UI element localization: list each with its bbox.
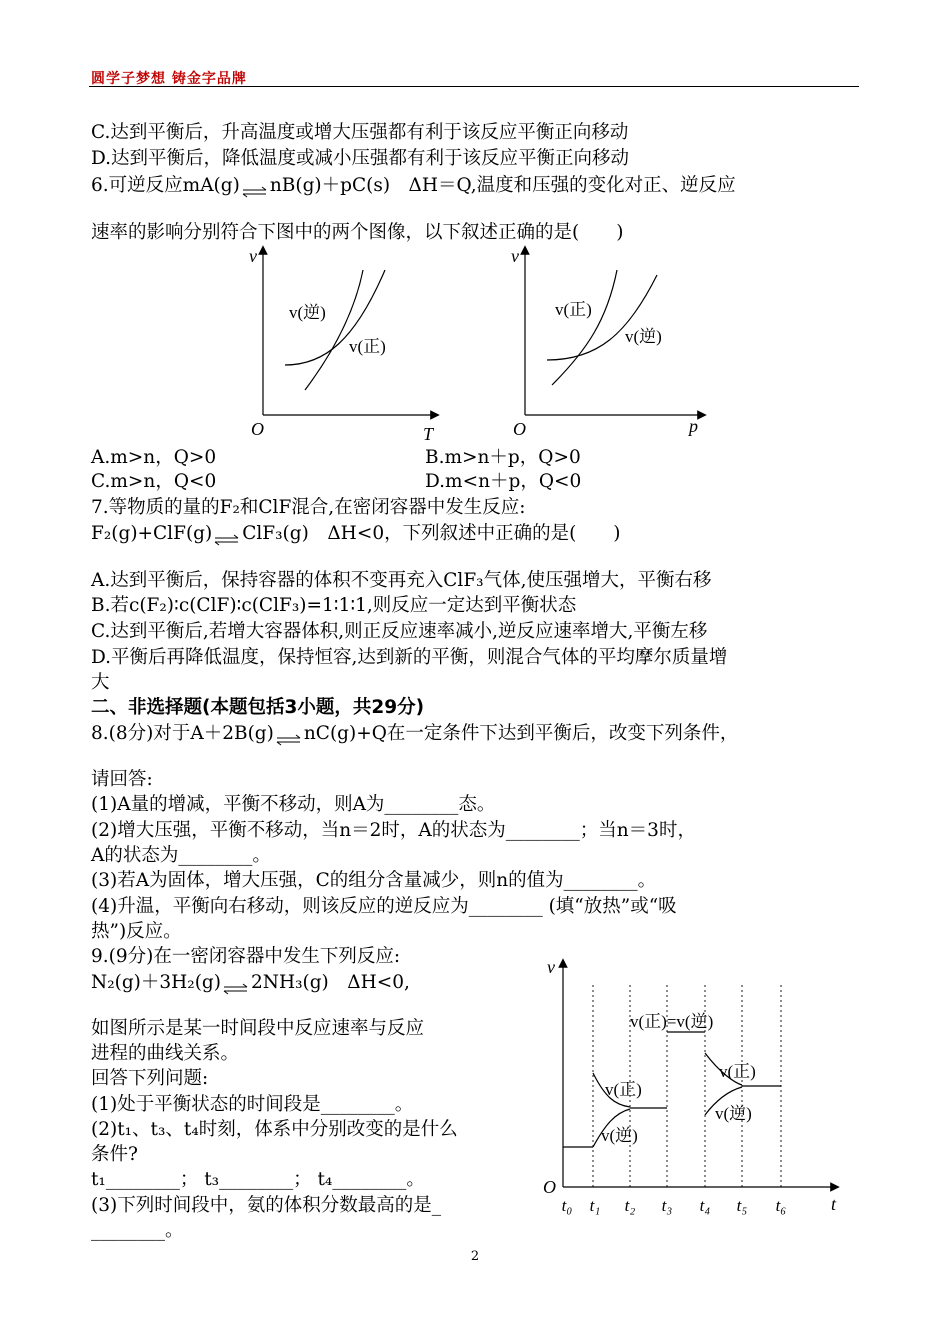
tick-t0: t₀ (561, 1196, 573, 1215)
tick-t5: t₅ (736, 1196, 748, 1215)
q8-part4: (4)升温，平衡向右移动，则该反应的逆反应为________ (填“放热”或“吸 (91, 896, 677, 917)
q8-product: nC(g)+Q在一定条件下达到平衡后，改变下列条件， (303, 723, 739, 744)
q8-part3: (3)若A为固体，增大压强，C的组分含量减少，则n的值为________。 (91, 870, 657, 891)
q8-part1: (1)A量的增减，平衡不移动，则A为________态。 (91, 794, 496, 815)
q7-option-c: C.达到平衡后,若增大容器体积,则正反应速率减小,逆反应速率增大,平衡左移 (91, 621, 708, 642)
graph2-label-ni: v(逆) (625, 327, 662, 346)
q9-desc-2: 进程的曲线关系。 (91, 1043, 240, 1064)
tick-t6: t₆ (775, 1196, 787, 1215)
q7-product: ClF₃(g) ΔH<0，下列叙述中正确的是( ) (242, 523, 621, 544)
tick-t2: t₂ (624, 1196, 636, 1215)
graph-temperature (245, 240, 445, 445)
q8-stem (91, 722, 738, 747)
section-2-heading: 二、非选择题(本题包括3小题，共29分) (91, 697, 425, 718)
graph2-origin: O (513, 419, 526, 439)
graph1-x-label: T (423, 424, 434, 444)
q8-part4-cont: 热”)反应。 (91, 921, 182, 942)
q5-option-d: D.达到平衡后，降低温度或减小压强都有利于该反应平衡正向移动 (91, 148, 630, 169)
tick-t3: t₃ (661, 1196, 673, 1215)
equilibrium-arrow-icon (221, 974, 251, 996)
q9-reactants: N₂(g)＋3H₂(g) (91, 972, 221, 993)
q8-part2: (2)增大压强，平衡不移动，当n＝2时，A的状态为________；当n＝3时， (91, 820, 696, 841)
graph3-x-label: t (831, 1194, 837, 1214)
q8-prompt: 请回答: (91, 769, 153, 790)
graph3-origin: O (543, 1177, 556, 1197)
q9-desc-1: 如图所示是某一时间段中反应速率与反应 (91, 1018, 425, 1039)
q5-option-c: C.达到平衡后，升高温度或增大压强都有利于该反应平衡正向移动 (91, 122, 629, 143)
q9-part2-blanks: t₁________； t₃________； t₄________。 (91, 1169, 425, 1190)
q7-reactants: F₂(g)+ClF(g) (91, 523, 213, 544)
q7-option-d-line1: D.平衡后再降低温度，保持恒容,达到新的平衡，则混合气体的平均摩尔质量增 (91, 647, 728, 668)
equilibrium-arrow-icon (212, 525, 242, 547)
q8-part2-cont: A的状态为________。 (91, 845, 271, 866)
q6-stem-line1 (91, 174, 736, 199)
graph3-label-ni2: v(逆) (715, 1104, 752, 1123)
q7-equation (91, 522, 621, 547)
q9-stem: 9.(9分)在一密闭容器中发生下列反应: (91, 946, 401, 967)
header-rule (89, 86, 859, 87)
q7-option-d-line2: 大 (91, 672, 110, 693)
q9-equation (91, 971, 410, 996)
q6-option-d: D.m<n＋p，Q<0 (425, 471, 582, 492)
q6-option-b: B.m>n＋p，Q>0 (425, 447, 581, 468)
q9-part2: (2)t₁、t₃、t₄时刻，体系中分别改变的是什么 (91, 1119, 458, 1140)
equilibrium-arrow-icon (274, 725, 304, 747)
tick-t1: t₁ (589, 1196, 601, 1215)
graph1-origin: O (251, 419, 264, 439)
q9-part2-cont: 条件? (91, 1144, 138, 1165)
graph-pressure (507, 240, 712, 445)
graph1-label-ni: v(逆) (289, 303, 326, 322)
q6-reactant: 6.可逆反应mA(g) (91, 175, 240, 196)
graph3-label-zheng2: v(正) (719, 1062, 756, 1081)
graph3-y-label: v (547, 957, 555, 977)
header-slogan: 圆学子梦想 铸金字品牌 (91, 71, 247, 87)
q7-stem: 7.等物质的量的F₂和ClF混合,在密闭容器中发生反应: (91, 497, 526, 518)
q7-option-b: B.若c(F₂)∶c(ClF)∶c(ClF₃)=1∶1∶1,则反应一定达到平衡状态 (91, 595, 577, 616)
graph2-label-zheng: v(正) (555, 300, 592, 319)
graph-rate-time (535, 955, 850, 1220)
q6-stem-line2: 速率的影响分别符合下图中的两个图像，以下叙述正确的是( ) (91, 222, 624, 243)
q9-prompt: 回答下列问题: (91, 1068, 209, 1089)
equilibrium-arrow-icon (240, 177, 270, 199)
graph3-label-equal: v(正)=v(逆) (630, 1012, 714, 1031)
q9-product: 2NH₃(g) ΔH<0, (250, 972, 410, 993)
graph1-label-zheng: v(正) (349, 337, 386, 356)
graph2-y-label: v (511, 246, 519, 266)
q9-part3-cont: ________。 (91, 1220, 184, 1241)
q9-part1: (1)处于平衡状态的时间段是________。 (91, 1094, 414, 1115)
q7-option-a: A.达到平衡后，保持容器的体积不变再充入ClF₃气体,使压强增大，平衡右移 (91, 570, 712, 591)
graph1-y-label: v (249, 246, 257, 266)
q6-product: nB(g)＋pC(s) ΔH＝Q,温度和压强的变化对正、逆反应 (269, 175, 736, 196)
graph2-x-label: p (689, 416, 698, 436)
page-number: 2 (470, 1249, 480, 1264)
graph3-label-zheng1: v(正) (605, 1080, 642, 1099)
q9-part3: (3)下列时间段中，氨的体积分数最高的是_ (91, 1195, 441, 1216)
q8-reactants: 8.(8分)对于A＋2B(g) (91, 723, 274, 744)
tick-t4: t₄ (699, 1196, 711, 1215)
q6-option-a: A.m>n，Q>0 (91, 447, 217, 468)
q6-option-c: C.m>n，Q<0 (91, 471, 217, 492)
graph3-label-ni1: v(逆) (601, 1126, 638, 1145)
